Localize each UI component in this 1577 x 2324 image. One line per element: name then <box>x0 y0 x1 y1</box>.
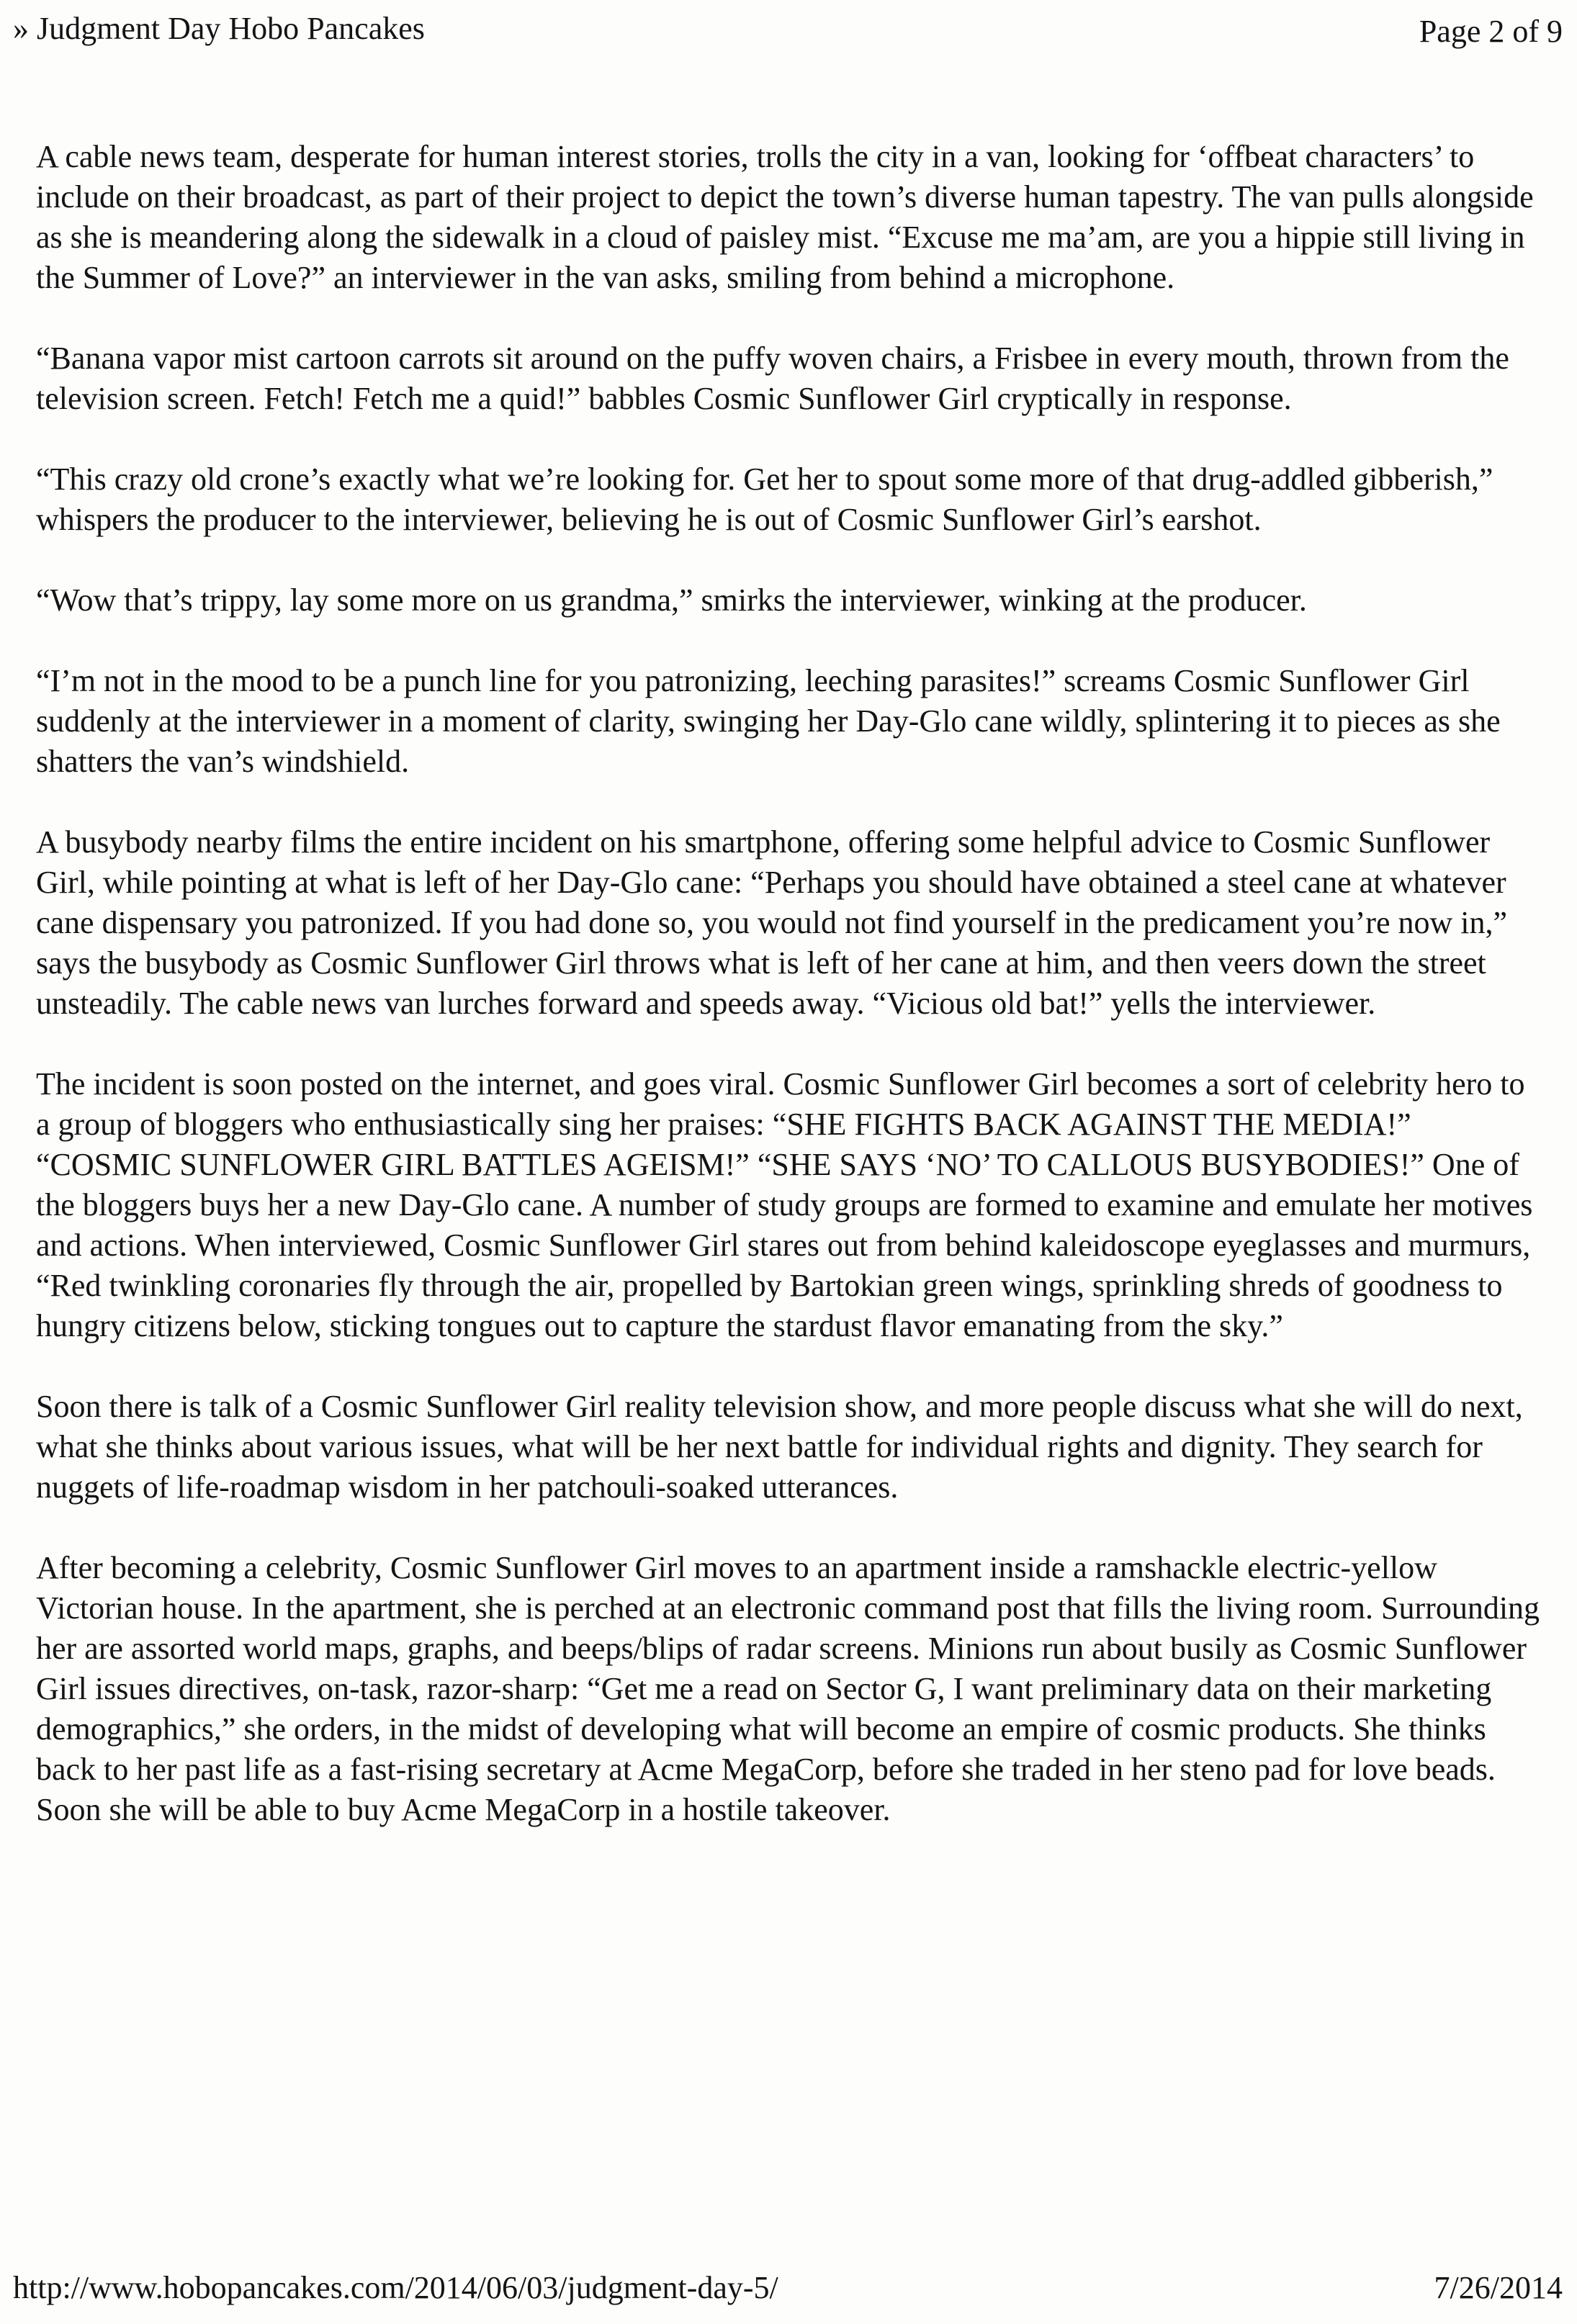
story-paragraph: The incident is soon posted on the internet, and goes viral. Cosmic Sunflower Girl becomes a sort of celebrity hero to a group of bloggers who enthusiastically sing her praises: “SHE FIGHTS BACK AGAINST THE MEDIA!” “COSMIC SUNFLOWER GIRL BATTLES AGEISM!” “SHE SAYS ‘NO’ TO CALLOUS BUSYBODIES!” One of the bloggers buys her a new Day-Glo cane. A number of study groups are formed to examine and emulate her motives and actions. When interviewed, Cosmic Sunflower Girl stares out from behind kaleidoscope eyeglasses and murmurs, “Red twinkling coronaries fly through the air, propelled by Bartokian green wings, sprinkling shreds of goodness to hungry citizens below, sticking tongues out to capture the stardust flavor emanating from the sky.” <box>36 1066 1533 1343</box>
story-paragraph: After becoming a celebrity, Cosmic Sunflower Girl moves to an apartment inside a ramshackle electric-yellow Victorian house. In the apartment, she is perched at an electronic command post that fills the living room. Surrounding her are assorted world maps, graphs, and beeps/blips of radar screens. Minions run about busily as Cosmic Sunflower Girl issues directives, on-task, razor-sharp: “Get me a read on Sector G, I want preliminary data on their marketing demographics,” she orders, in the midst of developing what will become an empire of cosmic products. She thinks back to her past life as a fast-rising secretary at Acme MegaCorp, before she traded in her steno pad for love beads. Soon she will be able to buy Acme MegaCorp in a hostile takeover. <box>36 1550 1540 1827</box>
source-url: http://www.hobopancakes.com/2014/06/03/judgment-day-5/ <box>13 2270 778 2305</box>
print-date: 7/26/2014 <box>1434 2270 1563 2305</box>
story-paragraph: A cable news team, desperate for human interest stories, trolls the city in a van, looking for ‘offbeat characters’ to include on their broadcast, as part of their project to depict the town’s diverse human tapestry. The van pulls alongside as she is meandering along the sidewalk in a cloud of paisley mist. “Excuse me ma’am, are you a hippie still living in the Summer of Love?” an interviewer in the van asks, smiling from behind a microphone. <box>36 139 1534 295</box>
page-number-indicator: Page 2 of 9 <box>1419 14 1563 49</box>
story-paragraph: “I’m not in the mood to be a punch line for you patronizing, leeching parasites!” screams Cosmic Sunflower Girl suddenly at the interviewer in a moment of clarity, swinging her Day-Glo cane wildly, splintering it to pieces as she shatters the van’s windshield. <box>36 663 1501 779</box>
story-paragraph: “Banana vapor mist cartoon carrots sit around on the puffy woven chairs, a Frisbee in every mouth, thrown from the television screen. Fetch! Fetch me a quid!” babbles Cosmic Sunflower Girl cryptically in response. <box>36 341 1509 416</box>
story-paragraph: Soon there is talk of a Cosmic Sunflower Girl reality television show, and more people discuss what she will do next, what she thinks about various issues, what will be her next battle for individual rights and dignity. They search for nuggets of life-roadmap wisdom in her patchouli-soaked utterances. <box>36 1389 1523 1505</box>
story-paragraph: “This crazy old crone’s exactly what we’re looking for. Get her to spout some more of that drug-addled gibberish,” whispers the producer to the interviewer, believing he is out of Cosmic Sunflower Girl’s earshot. <box>36 461 1493 537</box>
story-paragraph: “Wow that’s trippy, lay some more on us grandma,” smirks the interviewer, winking at the producer. <box>36 582 1307 618</box>
story-paragraph: A busybody nearby films the entire incident on his smartphone, offering some helpful advice to Cosmic Sunflower Girl, while pointing at what is left of her Day-Glo cane: “Perhaps you should have obtained a steel cane at whatever cane dispensary you patronized. If you had done so, you would not find yourself in the predicament you’re now in,” says the busybody as Cosmic Sunflower Girl throws what is left of her cane at him, and then veers down the street unsteadily. The cable news van lurches forward and speeds away. “Vicious old bat!” yells the interviewer. <box>36 824 1508 1021</box>
page-header-title: » Judgment Day Hobo Pancakes <box>13 11 425 46</box>
story-body <box>36 137 1545 1870</box>
